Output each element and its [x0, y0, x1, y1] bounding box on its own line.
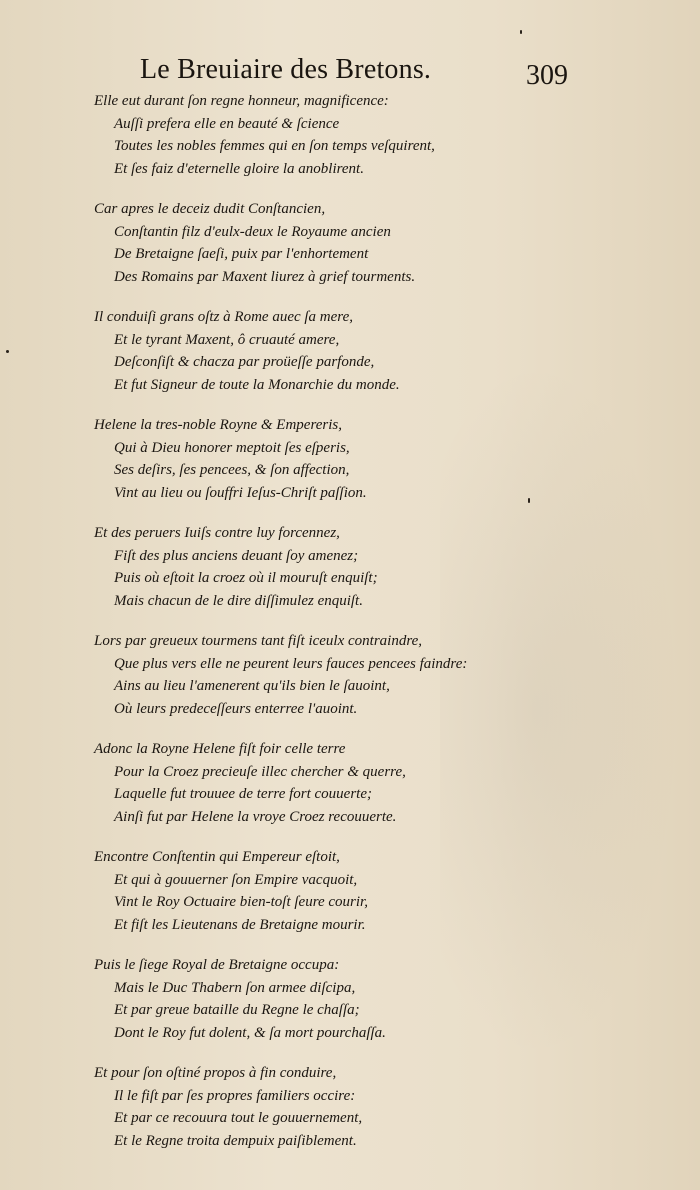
verse-line: Car apres le deceiz dudit Conſtancien, — [94, 201, 326, 217]
stanza-5 — [94, 522, 494, 612]
poem-text — [94, 90, 494, 1170]
stanza-3 — [94, 306, 494, 396]
verse-line: Des Romains par Maxent liurez à grief tourments. — [114, 268, 416, 285]
verse-line: Et ſes faiz d'eternelle gloire la anoblirent. — [114, 160, 364, 177]
verse-line: Vint le Roy Octuaire bien-toſt ſeure courir, — [114, 894, 368, 910]
verse-line: Elle eut durant ſon regne honneur, magnificence: — [94, 93, 389, 109]
stanza-8 — [94, 846, 494, 936]
stanza-10 — [94, 1062, 494, 1152]
verse-line: Encontre Conſtentin qui Empereur eſtoit, — [94, 849, 340, 865]
verse-line: Mais le Duc Thabern ſon armee diſcipa, — [114, 979, 356, 996]
ink-speck — [6, 350, 9, 353]
verse-line: Il conduiſi grans oſtz à Rome auec ſa mere, — [94, 309, 353, 325]
verse-line: Qui à Dieu honorer meptoit ſes eſperis, — [114, 439, 350, 456]
verse-line: Mais chacun de le dire diſſimulez enquiſt. — [114, 592, 363, 609]
verse-line: Adonc la Royne Helene fiſt foir celle terre — [94, 741, 346, 757]
verse-line: Ses deſirs, ſes pencees, & ſon affection, — [114, 462, 350, 478]
verse-line: Et le tyrant Maxent, ô cruauté amere, — [114, 331, 340, 348]
stanza-7 — [94, 738, 494, 828]
verse-line: Pour la Croez precieuſe illec chercher & querre, — [114, 763, 406, 780]
verse-line: Et fut Signeur de toute la Monarchie du monde. — [114, 376, 400, 393]
verse-line: Où leurs predeceſſeurs enterree l'auoint. — [114, 700, 358, 717]
stanza-2 — [94, 198, 494, 288]
verse-line: Et par greue bataille du Regne le chaſſa; — [114, 1002, 360, 1018]
verse-line: Helene la tres-noble Royne & Empereris, — [94, 417, 342, 433]
verse-line: Que plus vers elle ne peurent leurs fauces pencees faindre: — [114, 655, 468, 672]
verse-line: Puis le ſiege Royal de Bretaigne occupa: — [94, 957, 340, 973]
verse-line: Et qui à gouuerner ſon Empire vacquoit, — [114, 871, 358, 888]
verse-line: Conſtantin filz d'eulx-deux le Royaume ancien — [114, 223, 391, 240]
verse-line: Il le fiſt par ſes propres familiers occire: — [114, 1087, 356, 1104]
verse-line: Et le Regne troita dempuix paiſiblement. — [114, 1132, 357, 1149]
page-number: 309 — [526, 60, 568, 91]
verse-line: Ainſi fut par Helene la vroye Croez recouuerte. — [114, 808, 397, 825]
stanza-1 — [94, 90, 494, 180]
stanza-4 — [94, 414, 494, 504]
verse-line: Toutes les nobles femmes qui en ſon temps veſquirent, — [114, 138, 435, 154]
verse-line: Deſconſiſt & chacza par proüeſſe parfonde, — [114, 354, 375, 370]
verse-line: Auſſi prefera elle en beauté & ſcience — [114, 115, 340, 132]
verse-line: Dont le Roy fut dolent, & ſa mort pourchaſſa. — [114, 1024, 386, 1041]
verse-line: Fiſt des plus anciens deuant ſoy amenez; — [114, 547, 359, 564]
verse-line: Ains au lieu l'amenerent qu'ils bien le ſauoint, — [114, 678, 390, 694]
running-head: Le Breuiaire des Bretons. — [140, 54, 432, 85]
verse-line: Laquelle fut trouuee de terre fort couuerte; — [114, 786, 372, 802]
verse-line: Et pour ſon oſtiné propos à fin conduire, — [94, 1065, 337, 1081]
verse-line: Et par ce recouura tout le gouuernement, — [114, 1110, 363, 1126]
stanza-6 — [94, 630, 494, 720]
verse-line: De Bretaigne ſaeſi, puix par l'enhortement — [114, 246, 369, 262]
stanza-9 — [94, 954, 494, 1044]
verse-line: Puis où eſtoit la croez où il mouruſt enquiſt; — [114, 570, 378, 586]
ink-speck — [528, 498, 530, 503]
ink-speck — [520, 30, 522, 34]
verse-line: Vint au lieu ou ſouffri Ieſus-Chriſt paſſion. — [114, 484, 367, 501]
verse-line: Lors par greueux tourmens tant fiſt iceulx contraindre, — [94, 633, 423, 649]
verse-line: Et fiſt les Lieutenans de Bretaigne mourir. — [114, 916, 366, 933]
verse-line: Et des peruers Iuiſs contre luy forcennez, — [94, 525, 340, 541]
